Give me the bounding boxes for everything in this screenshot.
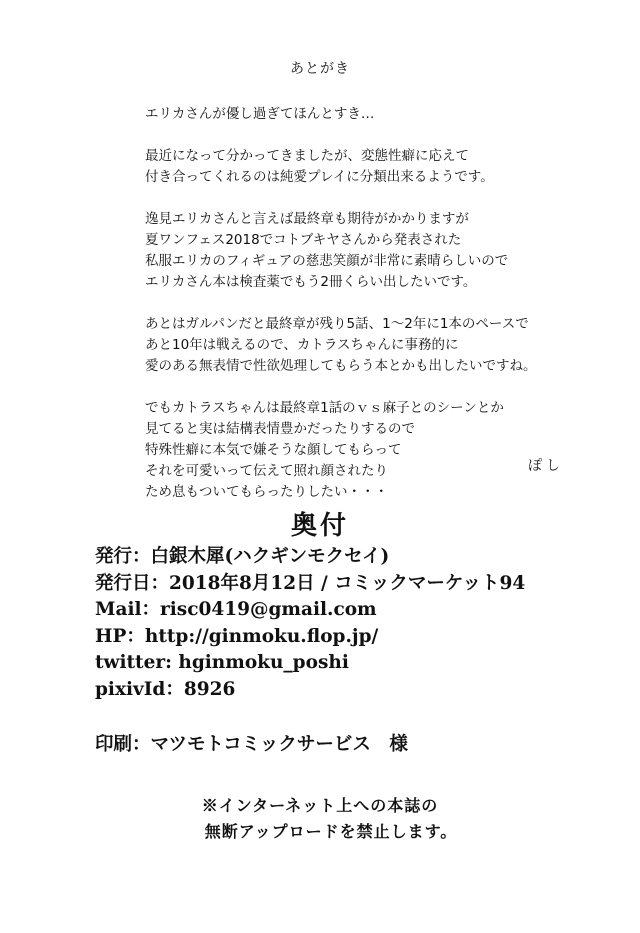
colophon-date: 発行日：2018年8月12日 / コミックマーケット94 (95, 572, 526, 594)
notice-line: 無断アップロードを禁止します。 (204, 822, 458, 841)
afterword-line: 愛のある無表情で性欲処理してもらう本とかも出したいですね。 (145, 358, 537, 374)
afterword-paragraph (145, 104, 585, 125)
afterword-paragraph (145, 209, 585, 293)
author-signature: ぽし (528, 458, 564, 474)
afterword-line: 付き合ってくれるのは純愛プレイに分類出来るようです。 (145, 169, 494, 185)
afterword-line: あと10年は戦えるので、カトラスちゃんに事務的に (145, 337, 459, 353)
afterword-line: でもカトラスちゃんは最終章1話のｖｓ麻子とのシーンとか (145, 400, 504, 416)
afterword-line: ため息もついてもらったりしたい・・・ (145, 484, 388, 500)
afterword-line: エリカさん本は検査薬でもう2冊くらい出したいです。 (145, 274, 477, 290)
afterword-line: エリカさんが優し過ぎてほんとすき… (145, 106, 375, 122)
colophon-twitter: twitter: hginmoku_poshi (95, 652, 349, 673)
colophon-mail: Mail：risc0419@gmail.com (95, 599, 377, 620)
afterword-line: 逸見エリカさんと言えば最終章も期待がかかりますが (145, 211, 469, 227)
afterword-line: それを可愛いって伝えて照れ顔されたり (145, 463, 388, 479)
colophon-homepage: HP：http://ginmoku.flop.jp/ (95, 625, 379, 647)
upload-notice (0, 793, 640, 845)
afterword-line: 私服エリカのフィギュアの慈悲笑顔が非常に素晴らしいので (145, 253, 509, 269)
afterword-title: あとがき (290, 61, 350, 77)
colophon-title: 奥付 (290, 511, 349, 541)
colophon-printer: 印刷：マツモトコミックサービス 様 (95, 734, 408, 755)
colophon-publisher: 発行：白銀木犀(ハクギンモクセイ) (95, 546, 390, 567)
colophon-pixiv: pixivId：8926 (95, 678, 236, 700)
notice-line: ※インターネット上への本誌の (201, 796, 439, 815)
afterword-line: 最近になって分かってきましたが、変態性癖に応えて (145, 148, 469, 164)
colophon-details (95, 544, 615, 703)
afterword-line: あとはガルパンだと最終章が残り5話、1～2年に1本のペースで (145, 316, 529, 332)
afterword-paragraph (145, 398, 585, 503)
afterword-line: 見てると実は結構表情豊かだったりするので (145, 421, 415, 437)
afterword-body (145, 104, 585, 524)
afterword-line: 夏ワンフェス2018でコトブキヤさんから発表された (145, 232, 462, 248)
afterword-paragraph (145, 314, 585, 377)
afterword-line: 特殊性癖に本気で嫌そうな顔してもらって (145, 442, 402, 458)
afterword-paragraph (145, 146, 585, 188)
